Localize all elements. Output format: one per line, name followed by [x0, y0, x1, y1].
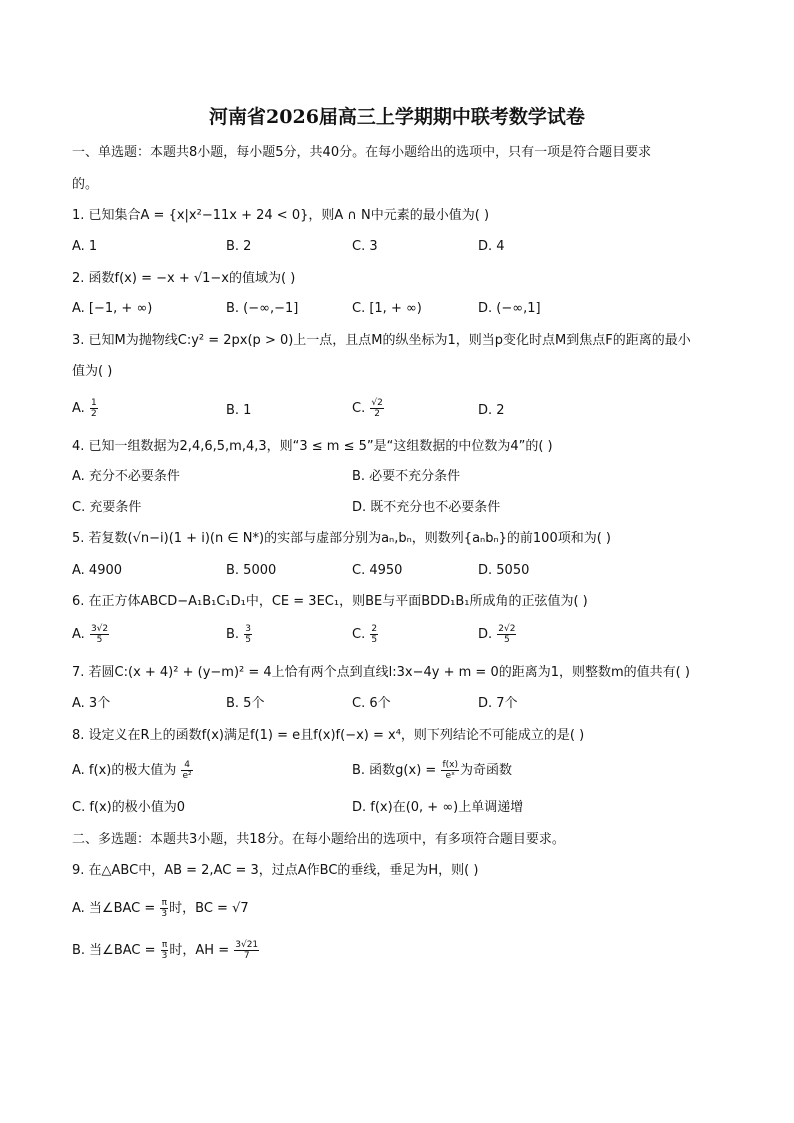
fraction: $\frac{2}{5}$ [371, 624, 378, 645]
question-8-option-d: D. f(x)在(0, + ∞)上单调递增 [352, 800, 524, 815]
question-6-option-b: B. $\frac{3}{5}$ [226, 624, 251, 645]
question-6-option-c: C. $\frac{2}{5}$ [352, 624, 378, 645]
question-6-option-d: D. $\frac{2√2}{5}$ [478, 624, 516, 645]
question-2-option-b: B. (−∞,−1] [226, 301, 299, 316]
question-8-option-c: C. f(x)的极小值为0 [72, 800, 186, 815]
question-3-stem: 3. 已知M为抛物线C:y² = 2px(p > 0)上一点，且点M的纵坐标为1，则当p变化时点M到焦点F的距离的最小 [72, 333, 691, 348]
question-1-option-d: D. 4 [478, 239, 505, 254]
question-5-option-a: A. 4900 [72, 563, 123, 578]
question-3-option-a: A. $\frac{1}{2}$ [72, 398, 97, 419]
question-7-option-d: D. 7个 [478, 696, 518, 711]
question-1-stem: 1. 已知集合A = {x|x²−11x + 24 < 0}，则A ∩ N中元素的最小值为( ) [72, 208, 490, 223]
question-8-stem: 8. 设定义在R上的函数f(x)满足f(1) = e且f(x)f(−x) = x⁴，则下列结论不可能成立的是( ) [72, 728, 585, 743]
question-2-option-d: D. (−∞,1] [478, 301, 541, 316]
question-9-stem: 9. 在△ABC中，AB = 2,AC = 3，过点A作BC的垂线，垂足为H，则( ) [72, 863, 479, 878]
question-4-option-d: D. 既不充分也不必要条件 [352, 500, 501, 515]
fraction: $\frac{3√21}{7}$ [235, 940, 259, 961]
question-2-option-a: A. [−1, + ∞) [72, 301, 153, 316]
fraction: $\frac{f(x)}{\text{eˣ}}$ [442, 760, 458, 781]
question-7-stem: 7. 若圆C:(x + 4)² + (y−m)² = 4上恰有两个点到直线l:3x−4y + m = 0的距离为1，则整数m的值共有( ) [72, 665, 690, 680]
fraction: $\frac{\pi}{3}$ [161, 940, 168, 961]
fraction: $\frac{1}{2}$ [90, 398, 97, 419]
section-1-heading: 一、单选题：本题共8小题，每小题5分，共40分。在每小题给出的选项中，只有一项是符合题目要求 [72, 145, 652, 160]
question-7-option-b: B. 5个 [226, 696, 265, 711]
question-4-stem: 4. 已知一组数据为2,4,6,5,m,4,3，则“3 ≤ m ≤ 5”是“这组数据的中位数为4”的( ) [72, 439, 553, 454]
question-3-option-d: D. 2 [478, 403, 505, 418]
question-7-option-a: A. 3个 [72, 696, 111, 711]
question-6-stem: 6. 在正方体ABCD−A₁B₁C₁D₁中，CE = 3EC₁，则BE与平面BDD₁B₁所成角的正弦值为( ) [72, 594, 588, 609]
question-1-option-a: A. 1 [72, 239, 98, 254]
fraction: $\frac{3√2}{5}$ [90, 624, 109, 645]
fraction: $\frac{\pi}{3}$ [161, 898, 168, 919]
question-9-option-a: A. 当∠BAC = $\frac{\pi}{3}$ 时，BC = √7 [72, 898, 249, 919]
fraction: $\frac{3}{5}$ [245, 624, 251, 645]
question-9-option-b: B. 当∠BAC = $\frac{\pi}{3}$ 时，AH = $\frac{3√21}{7}$ [72, 940, 259, 961]
page-title: 河南省2026届高三上学期期中联考数学试卷 [209, 106, 585, 128]
question-7-option-c: C. 6个 [352, 696, 391, 711]
question-5-option-b: B. 5000 [226, 563, 277, 578]
question-4-option-b: B. 必要不充分条件 [352, 469, 461, 484]
question-4-option-a: A. 充分不必要条件 [72, 469, 180, 484]
question-5-stem: 5. 若复数(√n−i)(1 + i)(n ∈ N*)的实部与虚部分别为aₙ,bₙ，则数列{aₙbₙ}的前100项和为( ) [72, 531, 612, 546]
question-5-option-c: C. 4950 [352, 563, 403, 578]
question-3-stem-cont: 值为( ) [72, 364, 113, 379]
question-1-option-c: C. 3 [352, 239, 378, 254]
question-8-option-a: A. f(x)的极大值为 $\frac{4}{\text{e²}}$ [72, 760, 192, 781]
question-1-option-b: B. 2 [226, 239, 252, 254]
section-2-heading: 二、多选题：本题共3小题，共18分。在每小题给出的选项中，有多项符合题目要求。 [72, 832, 565, 847]
question-2-stem: 2. 函数f(x) = −x + √1−x的值域为( ) [72, 271, 296, 286]
question-6-option-a: A. $\frac{3√2}{5}$ [72, 624, 109, 645]
question-3-option-c: C. $\frac{√2}{2}$ [352, 398, 383, 419]
fraction: $\frac{2√2}{5}$ [498, 624, 516, 645]
fraction: $\frac{4}{\text{e²}}$ [182, 760, 192, 781]
question-8-option-b: B. 函数g(x) = $\frac{f(x)}{\text{eˣ}}$ 为奇函数 [352, 760, 512, 781]
question-5-option-d: D. 5050 [478, 563, 530, 578]
fraction: $\frac{√2}{2}$ [371, 398, 383, 419]
section-1-heading-cont: 的。 [72, 177, 99, 192]
question-2-option-c: C. [1, + ∞) [352, 301, 422, 316]
question-3-option-b: B. 1 [226, 403, 252, 418]
question-4-option-c: C. 充要条件 [72, 500, 142, 515]
